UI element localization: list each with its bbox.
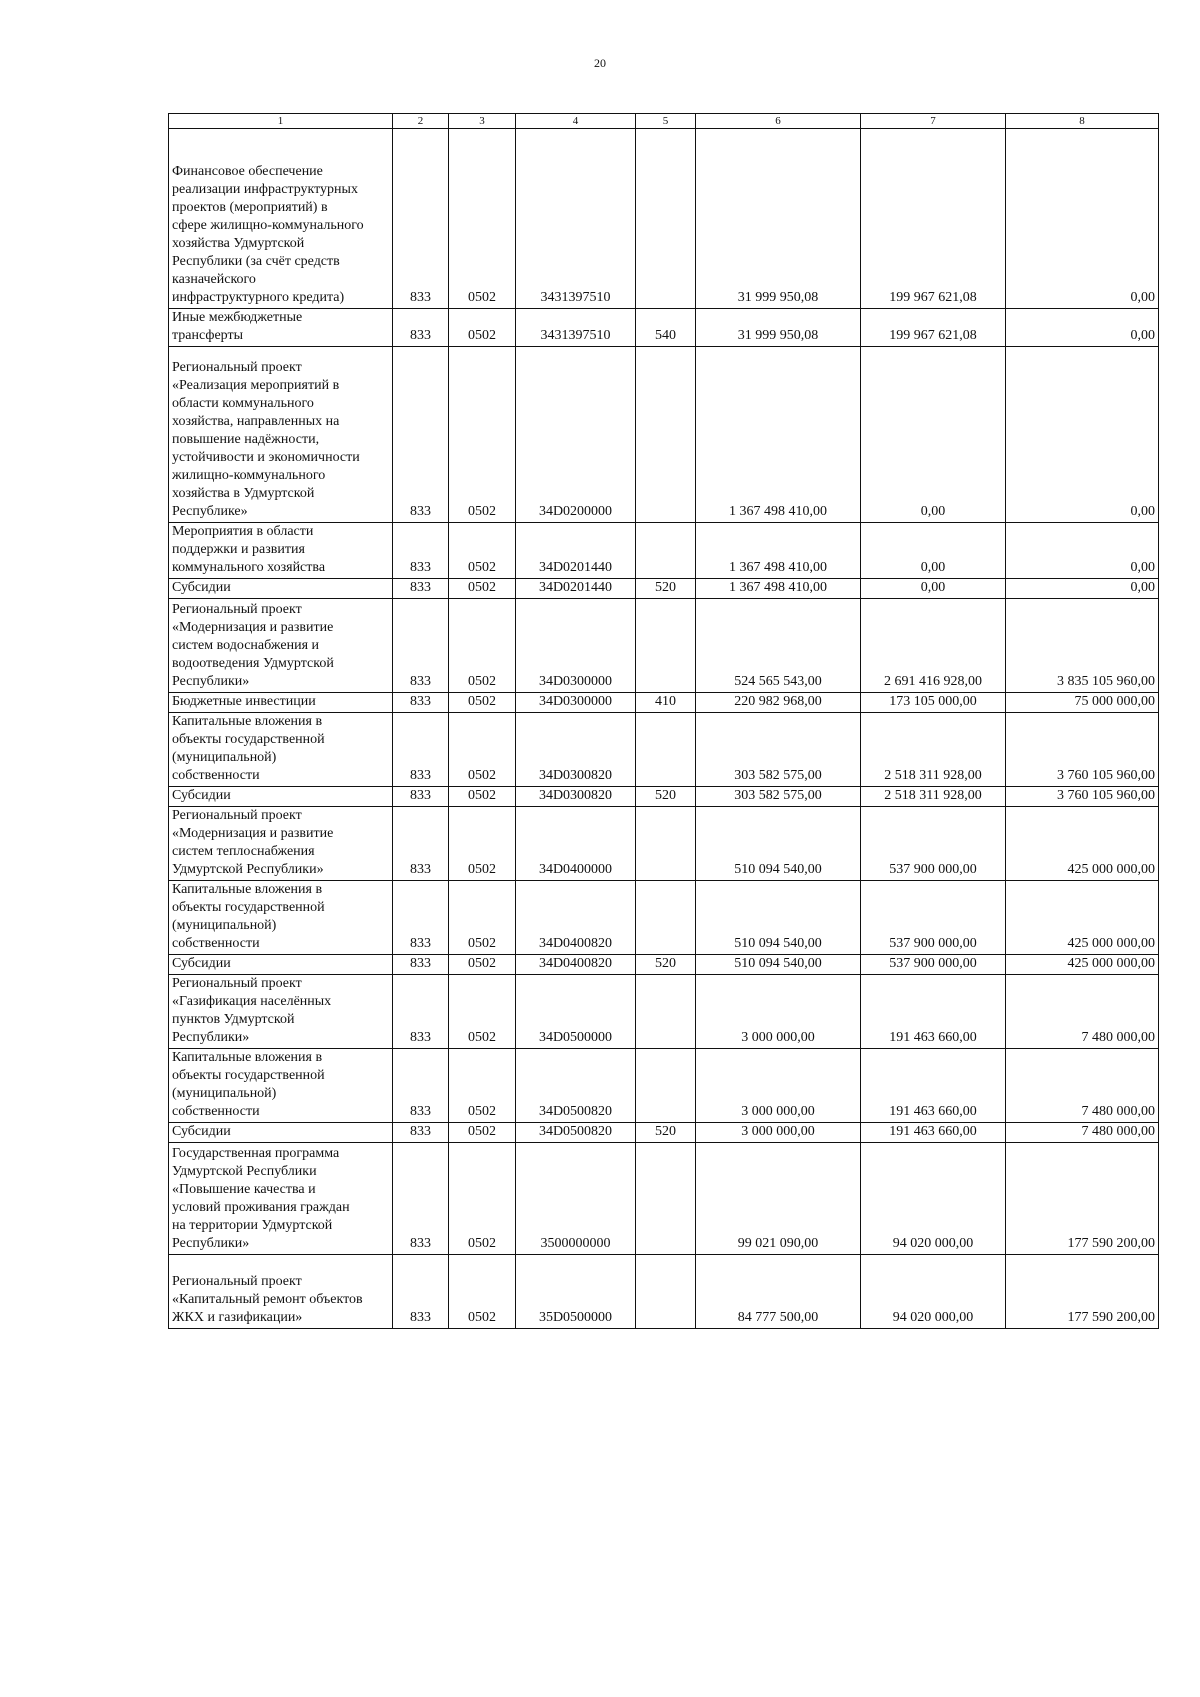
table-row <box>169 787 1159 807</box>
row-gr-cell: 833 <box>393 807 449 881</box>
row-csr-cell: 35D0500000 <box>516 1255 636 1329</box>
row-rz-cell: 0502 <box>449 975 516 1049</box>
row-gr-cell: 833 <box>393 955 449 975</box>
row-vr-cell: 520 <box>636 955 696 975</box>
row-amount-col6-cell: 510 094 540,00 <box>696 881 861 955</box>
row-gr-cell: 833 <box>393 1123 449 1143</box>
row-rz-cell: 0502 <box>449 955 516 975</box>
row-csr-cell: 34D0400000 <box>516 807 636 881</box>
row-gr-cell: 833 <box>393 787 449 807</box>
row-name-cell: Иные межбюджетные трансферты <box>169 309 393 347</box>
row-csr-cell: 34D0201440 <box>516 523 636 579</box>
row-rz-cell: 0502 <box>449 713 516 787</box>
row-amount-col7-cell: 94 020 000,00 <box>861 1255 1006 1329</box>
row-vr-cell <box>636 975 696 1049</box>
row-vr-cell <box>636 523 696 579</box>
row-csr-cell: 34D0300000 <box>516 693 636 713</box>
column-header-8: 8 <box>1006 114 1159 129</box>
table-row <box>169 129 1159 309</box>
row-amount-col8-cell: 425 000 000,00 <box>1006 955 1159 975</box>
row-amount-col8-cell: 0,00 <box>1006 579 1159 599</box>
row-amount-col7-cell: 0,00 <box>861 523 1006 579</box>
row-vr-cell: 520 <box>636 579 696 599</box>
row-name-cell: Региональный проект «Реализация мероприятий в области коммунального хозяйства, направленных на повышение надёжности, устойчивости и экономичности жилищно-коммунального хозяйства в Удмуртской Республике» <box>169 347 393 523</box>
row-amount-col8-cell: 425 000 000,00 <box>1006 807 1159 881</box>
row-amount-col8-cell: 3 760 105 960,00 <box>1006 713 1159 787</box>
row-amount-col6-cell: 1 367 498 410,00 <box>696 579 861 599</box>
row-amount-col8-cell: 3 835 105 960,00 <box>1006 599 1159 693</box>
row-amount-col6-cell: 3 000 000,00 <box>696 975 861 1049</box>
row-amount-col7-cell: 199 967 621,08 <box>861 129 1006 309</box>
row-rz-cell: 0502 <box>449 599 516 693</box>
table-row <box>169 713 1159 787</box>
table-row <box>169 347 1159 523</box>
row-csr-cell: 34D0201440 <box>516 579 636 599</box>
row-vr-cell <box>636 713 696 787</box>
row-name-cell: Региональный проект «Газификация населённых пунктов Удмуртской Республики» <box>169 975 393 1049</box>
table-row <box>169 807 1159 881</box>
column-header-1: 1 <box>169 114 393 129</box>
row-amount-col6-cell: 220 982 968,00 <box>696 693 861 713</box>
row-name-cell: Региональный проект «Модернизация и развитие систем водоснабжения и водоотведения Удмуртской Республики» <box>169 599 393 693</box>
row-name-cell: Региональный проект «Модернизация и развитие систем теплоснабжения Удмуртской Республики» <box>169 807 393 881</box>
row-csr-cell: 34D0500820 <box>516 1049 636 1123</box>
row-rz-cell: 0502 <box>449 347 516 523</box>
table-row <box>169 1143 1159 1255</box>
row-vr-cell: 410 <box>636 693 696 713</box>
column-header-6: 6 <box>696 114 861 129</box>
row-gr-cell: 833 <box>393 579 449 599</box>
row-amount-col8-cell: 7 480 000,00 <box>1006 1123 1159 1143</box>
header-row <box>169 114 1159 129</box>
row-gr-cell: 833 <box>393 129 449 309</box>
row-amount-col8-cell: 7 480 000,00 <box>1006 975 1159 1049</box>
row-gr-cell: 833 <box>393 1255 449 1329</box>
row-csr-cell: 3431397510 <box>516 129 636 309</box>
row-csr-cell: 3431397510 <box>516 309 636 347</box>
row-vr-cell <box>636 129 696 309</box>
row-name-cell: Бюджетные инвестиции <box>169 693 393 713</box>
row-amount-col8-cell: 0,00 <box>1006 129 1159 309</box>
row-vr-cell <box>636 1049 696 1123</box>
row-name-cell: Государственная программа Удмуртской Республики «Повышение качества и условий проживания граждан на территории Удмуртской Республики» <box>169 1143 393 1255</box>
row-name-cell: Капитальные вложения в объекты государственной (муниципальной) собственности <box>169 1049 393 1123</box>
row-csr-cell: 34D0400820 <box>516 881 636 955</box>
row-gr-cell: 833 <box>393 975 449 1049</box>
column-header-2: 2 <box>393 114 449 129</box>
row-csr-cell: 34D0300820 <box>516 713 636 787</box>
row-amount-col6-cell: 510 094 540,00 <box>696 807 861 881</box>
budget-table <box>168 113 1159 1329</box>
table-row <box>169 881 1159 955</box>
row-amount-col7-cell: 537 900 000,00 <box>861 807 1006 881</box>
row-name-cell: Субсидии <box>169 1123 393 1143</box>
row-gr-cell: 833 <box>393 599 449 693</box>
row-amount-col6-cell: 31 999 950,08 <box>696 309 861 347</box>
table-row <box>169 975 1159 1049</box>
row-amount-col8-cell: 3 760 105 960,00 <box>1006 787 1159 807</box>
row-name-cell: Субсидии <box>169 579 393 599</box>
row-gr-cell: 833 <box>393 713 449 787</box>
row-amount-col8-cell: 0,00 <box>1006 523 1159 579</box>
column-header-3: 3 <box>449 114 516 129</box>
row-csr-cell: 34D0300000 <box>516 599 636 693</box>
row-rz-cell: 0502 <box>449 881 516 955</box>
row-amount-col7-cell: 0,00 <box>861 347 1006 523</box>
row-amount-col6-cell: 3 000 000,00 <box>696 1123 861 1143</box>
row-rz-cell: 0502 <box>449 523 516 579</box>
row-csr-cell: 34D0200000 <box>516 347 636 523</box>
table-row <box>169 599 1159 693</box>
row-amount-col7-cell: 537 900 000,00 <box>861 955 1006 975</box>
row-rz-cell: 0502 <box>449 1123 516 1143</box>
table-row <box>169 693 1159 713</box>
row-amount-col8-cell: 177 590 200,00 <box>1006 1255 1159 1329</box>
row-rz-cell: 0502 <box>449 1255 516 1329</box>
row-amount-col7-cell: 173 105 000,00 <box>861 693 1006 713</box>
row-amount-col6-cell: 510 094 540,00 <box>696 955 861 975</box>
row-amount-col6-cell: 1 367 498 410,00 <box>696 347 861 523</box>
row-vr-cell: 540 <box>636 309 696 347</box>
row-amount-col6-cell: 3 000 000,00 <box>696 1049 861 1123</box>
row-vr-cell <box>636 807 696 881</box>
table-row <box>169 579 1159 599</box>
row-rz-cell: 0502 <box>449 579 516 599</box>
row-rz-cell: 0502 <box>449 807 516 881</box>
table-row <box>169 955 1159 975</box>
row-csr-cell: 34D0300820 <box>516 787 636 807</box>
table-row <box>169 1255 1159 1329</box>
row-amount-col7-cell: 2 691 416 928,00 <box>861 599 1006 693</box>
row-amount-col7-cell: 2 518 311 928,00 <box>861 713 1006 787</box>
row-gr-cell: 833 <box>393 1049 449 1123</box>
row-vr-cell <box>636 347 696 523</box>
row-amount-col6-cell: 1 367 498 410,00 <box>696 523 861 579</box>
row-amount-col7-cell: 191 463 660,00 <box>861 1049 1006 1123</box>
row-rz-cell: 0502 <box>449 787 516 807</box>
column-header-7: 7 <box>861 114 1006 129</box>
row-name-cell: Мероприятия в области поддержки и развития коммунального хозяйства <box>169 523 393 579</box>
row-vr-cell <box>636 1255 696 1329</box>
row-amount-col8-cell: 7 480 000,00 <box>1006 1049 1159 1123</box>
row-csr-cell: 3500000000 <box>516 1143 636 1255</box>
row-name-cell: Субсидии <box>169 955 393 975</box>
row-csr-cell: 34D0500000 <box>516 975 636 1049</box>
row-amount-col8-cell: 0,00 <box>1006 347 1159 523</box>
row-amount-col6-cell: 303 582 575,00 <box>696 713 861 787</box>
table-row <box>169 523 1159 579</box>
page-number: 20 <box>594 56 606 70</box>
table-row <box>169 309 1159 347</box>
row-amount-col8-cell: 425 000 000,00 <box>1006 881 1159 955</box>
row-amount-col6-cell: 524 565 543,00 <box>696 599 861 693</box>
row-amount-col6-cell: 303 582 575,00 <box>696 787 861 807</box>
row-name-cell: Региональный проект «Капитальный ремонт объектов ЖКХ и газификации» <box>169 1255 393 1329</box>
row-gr-cell: 833 <box>393 347 449 523</box>
row-amount-col6-cell: 84 777 500,00 <box>696 1255 861 1329</box>
row-gr-cell: 833 <box>393 1143 449 1255</box>
row-amount-col7-cell: 191 463 660,00 <box>861 1123 1006 1143</box>
row-name-cell: Финансовое обеспечение реализации инфраструктурных проектов (мероприятий) в сфере жилищно-коммунального хозяйства Удмуртской Республики (за счёт средств казначейского инфраструктурного кредита) <box>169 129 393 309</box>
row-rz-cell: 0502 <box>449 693 516 713</box>
column-header-4: 4 <box>516 114 636 129</box>
row-amount-col7-cell: 191 463 660,00 <box>861 975 1006 1049</box>
table-row <box>169 1123 1159 1143</box>
row-amount-col6-cell: 31 999 950,08 <box>696 129 861 309</box>
row-amount-col6-cell: 99 021 090,00 <box>696 1143 861 1255</box>
row-gr-cell: 833 <box>393 309 449 347</box>
row-vr-cell: 520 <box>636 1123 696 1143</box>
row-rz-cell: 0502 <box>449 1049 516 1123</box>
table-row <box>169 1049 1159 1123</box>
row-vr-cell <box>636 1143 696 1255</box>
row-rz-cell: 0502 <box>449 129 516 309</box>
row-amount-col8-cell: 0,00 <box>1006 309 1159 347</box>
row-amount-col7-cell: 537 900 000,00 <box>861 881 1006 955</box>
row-vr-cell: 520 <box>636 787 696 807</box>
table-body <box>169 129 1159 1329</box>
row-vr-cell <box>636 599 696 693</box>
row-vr-cell <box>636 881 696 955</box>
row-rz-cell: 0502 <box>449 1143 516 1255</box>
row-rz-cell: 0502 <box>449 309 516 347</box>
row-amount-col7-cell: 94 020 000,00 <box>861 1143 1006 1255</box>
column-header-5: 5 <box>636 114 696 129</box>
row-amount-col7-cell: 199 967 621,08 <box>861 309 1006 347</box>
row-name-cell: Субсидии <box>169 787 393 807</box>
row-amount-col7-cell: 2 518 311 928,00 <box>861 787 1006 807</box>
row-csr-cell: 34D0400820 <box>516 955 636 975</box>
row-name-cell: Капитальные вложения в объекты государственной (муниципальной) собственности <box>169 713 393 787</box>
row-gr-cell: 833 <box>393 693 449 713</box>
row-csr-cell: 34D0500820 <box>516 1123 636 1143</box>
row-gr-cell: 833 <box>393 523 449 579</box>
row-amount-col8-cell: 177 590 200,00 <box>1006 1143 1159 1255</box>
row-name-cell: Капитальные вложения в объекты государственной (муниципальной) собственности <box>169 881 393 955</box>
row-amount-col7-cell: 0,00 <box>861 579 1006 599</box>
row-amount-col8-cell: 75 000 000,00 <box>1006 693 1159 713</box>
row-gr-cell: 833 <box>393 881 449 955</box>
